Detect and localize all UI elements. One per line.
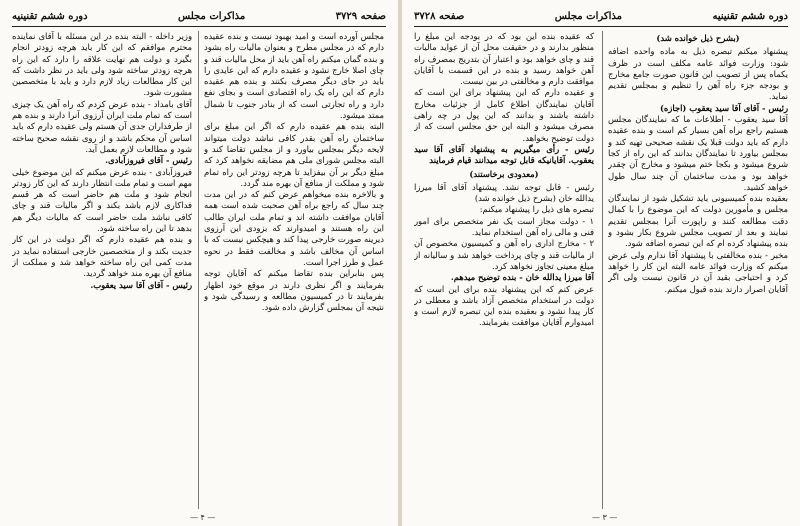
paragraph: پیشنهاد میکنم تبصره ذیل به ماده واحده اضافه شود: وزارت فوائد عامه مکلف است در ظرف یکماه پس از تصویب این قانون صورت جامع مخارج و بودجه جزء راه آهن را تنظیم و بمجلس تقدیم نماید. <box>608 46 788 102</box>
paragraph: آقای بامداد - بنده عرض کردم که راه آهن یک چیزی است که تمام ملت ایران آرزوی آنرا دارند و بنده هم از طرفداران جدی آن هستم ولی عقیده دارم که باید اساس آن محکم باشد و از روی نقشه صحیح ساخته شود و مطالعات لازم بعمل آید. <box>12 98 192 154</box>
left-page-column-right <box>204 31 384 509</box>
paragraph: پس بنابراین بنده تقاضا میکنم که آقایان توجه بفرمایند و اگر نظری دارند در موقع خود اظهار بفرمایند تا در کمیسیون مطالعه و رسیدگی شود و نتیجه آن بمجلس گزارش داده شود. <box>204 268 384 313</box>
speaker-line: رئیس - آقای آقا سید یعقوب (اجازه) <box>659 102 788 113</box>
paragraph: آقا سید یعقوب - اطلاعات ما که نمایندگان مجلس هستیم راجع براه آهن بسیار کم است و بنده عقیده دارم که باید دولت قبلا یک نقشه صحیحی تهیه کند و بمجلس بیاورد تا نمایندگان بدانند که این راه از کجا شروع میشود و بکجا ختم میشود و مخارج آن چقدر خواهد بود و مدت ساختمان آن چند سال طول خواهد کشید. <box>608 114 788 192</box>
right-page-column-left <box>414 31 594 509</box>
paragraph: و بنده هم عقیده دارم که اگر دولت در این کار جدیت بکند و از متخصصین خارجی استفاده نماید در مدت کمی این راه ساخته خواهد شد و مملکت از منافع آن بهره مند خواهد گردید. <box>12 234 192 279</box>
right-page <box>402 0 800 526</box>
left-page <box>0 0 398 526</box>
paragraph: البته بنده هم عقیده دارم که اگر این مبلغ برای ساختمان راه آهن بقدر کافی نباشد دولت میتواند لایحه دیگر بمجلس بیاورد و از مجلس تقاضا کند و البته مجلس شورای ملی هم مضایقه نخواهد کرد که مبلغ دیگر بر آن بیفزاید تا هرچه زودتر این راه تمام شود و مملکت از منافع آن بهره مند گردد. <box>204 121 384 188</box>
paragraph: مجلس آورده است و امید بهبود نیست و بنده عقیده دارم که در مجلس مطرح و بعنوان مالیات راه بشود و بنده گمان میکنم راه آهن باید از محل مالیات قند و چای اصلا خارج نشود و عقیده دارم که این عایدی را باید در جای دیگر مصرف بکنند و بنده هم عقیده دارم که این راه یک راه اقتصادی است و بجای نفع دارد و راه تجارتی است که از بنادر جنوب تا شمال ممتد میشود. <box>204 31 384 121</box>
speaker-line: رئیس - آقای آقا سید یعقوب. <box>90 279 192 290</box>
speaker-line: رئیس - رأی میگیریم به پیشنهاد آقای آقا سید یعقوب. آقایانیکه قابل توجه میدانند قیام فرمایند <box>414 143 594 166</box>
left-page-header <box>12 8 386 24</box>
stage-note: (بشرح ذیل خوانده شد) <box>656 33 740 43</box>
paragraph: رئیس - قابل توجه نشد. پیشنهاد آقای آقا میرزا یدالله خان (بشرح ذیل خوانده شد) <box>414 181 594 204</box>
right-column-divider <box>602 31 603 509</box>
paragraph: و عقیده دارم که این پیشنهاد برای این است که آقایان نمایندگان اطلاع کامل از جزئیات مخارج داشته باشند و بدانند که این پول در چه راهی مصرف میشود و البته این حق مجلس است که از دولت توضیح بخواهد. <box>414 87 594 143</box>
speaker-line: آقا میرزا یدالله خان - بنده توضیح میدهم. <box>450 272 594 283</box>
paragraph: مخبر - بنده مخالفتی با پیشنهاد آقا ندارم ولی عرض میکنم که وزارت فوائد عامه البته این کار را خواهد کرد و احتیاجی بقید آن در قانون نیست ولی اگر آقایان اصرار دارند بنده قبول میکنم. <box>608 249 788 294</box>
stage-note: (معدودی برخاستند) <box>469 168 539 179</box>
left-page-number: صفحه ۳۷۲۹ <box>335 10 386 22</box>
right-header-rule <box>414 26 788 27</box>
paragraph: عرض کنم که این پیشنهاد بنده برای این است که دولت در استخدام متخصص آزاد باشد و معطلی در کار پیدا نشود و بعقیده بنده این تبصره لازم است و امیدوارم آقایان موافقت بفرمایند. <box>414 283 594 328</box>
left-page-footer: — ۴ — <box>190 513 216 522</box>
paragraph: ۲ - مخارج اداری راه آهن و کمیسیون مخصوص آن از مالیات قند و چای پرداخت خواهد شد و سالیانه از مبلغ معینی تجاوز نخواهد کرد. <box>414 238 594 271</box>
left-page-column-left <box>12 31 192 509</box>
right-page-series: دوره ششم تقنینیه <box>712 10 788 22</box>
left-page-series: دوره ششم تقنینیه <box>12 10 88 22</box>
right-page-number: صفحه ۳۷۲۸ <box>414 10 465 22</box>
right-page-footer: — ۳ — <box>592 513 618 522</box>
paragraph: و بالاخره بنده میخواهم عرض کنم که در این مدت چند سال که راجع براه آهن صحبت شده است همه آقایان موافقت داشته اند و تمام ملت ایران طالب این راه هستند و امیدوارند که بزودی این آرزوی دیرینه صورت خارجی پیدا کند و هیچکس نیست که با اساس آن مخالف باشد و مخالفت فقط در نحوه عمل و طرز اجرا است. <box>204 189 384 267</box>
left-page-title: مذاکرات مجلس <box>178 10 246 22</box>
left-column-divider <box>198 31 199 509</box>
paragraph: ۱ - دولت مجاز است یک نفر متخصص برای امور فنی و مالی راه آهن استخدام نماید. <box>414 215 594 238</box>
paragraph: تبصره های ذیل را پیشنهاد میکنم: <box>479 204 594 215</box>
right-page-header <box>414 8 788 24</box>
paragraph: که عقیده بنده این بود که در بودجه این مبلغ را منظور بدارند و در حقیقت محل آن از عواید مالیات قند و چای خواهد بود و اعتبار آن بتدریج بمصرف راه آهن خواهد رسید و بنده در این قسمت با آقایان موافقت دارم و مخالفتی در بین نیست. <box>414 31 594 87</box>
paragraph: فیروزآبادی - بنده عرض میکنم که این موضوع خیلی مهم است و تمام ملت انتظار دارند که این کار زودتر انجام شود و ملت هم حاضر است که هر قسم فداکاری لازم باشد بکند و اگر مالیات قند و چای کافی نباشد ملت حاضر است که مالیات دیگر هم بدهد تا این راه ساخته شود. <box>12 166 192 234</box>
paragraph: وزیر داخله - البته بنده در این مسئله با آقای نماینده محترم موافقم که این کار باید هرچه زودتر انجام بگیرد و دولت هم نهایت علاقه را دارد که این راه هرچه زودتر ساخته شود ولی باید در نظر داشت که این کار مطالعات زیاد لازم دارد و باید با متخصصین مشورت شود. <box>12 31 192 98</box>
speaker-line: رئیس - آقای فیروزآبادی. <box>105 155 192 166</box>
right-page-column-right <box>608 31 788 509</box>
paragraph: بعقیده بنده کمیسیونی باید تشکیل شود از نمایندگان مجلس و مأمورین دولت که این موضوع را با کمال دقت مطالعه کنند و راپورت آنرا بمجلس تقدیم نمایند و بعد از تصویب مجلس شروع بکار بشود و بنده پیشنهاد کرده ام که این تبصره اضافه شود. <box>608 193 788 249</box>
right-page-title: مذاکرات مجلس <box>554 10 623 22</box>
left-header-rule <box>12 26 386 27</box>
